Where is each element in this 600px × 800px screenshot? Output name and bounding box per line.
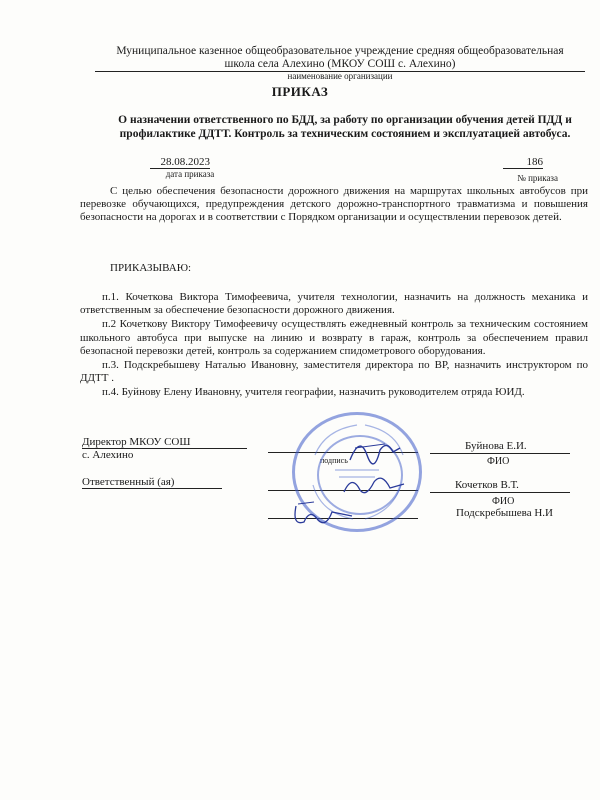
order-date: 28.08.2023 xyxy=(150,156,210,169)
order-items xyxy=(80,291,588,401)
responsible-name-line xyxy=(430,492,570,493)
organization-line-2: школа села Алехино (МКОУ СОШ с. Алехино) xyxy=(95,58,585,72)
order-item-3: п.3. Подскребышеву Наталью Ивановну, заместителя директора по ВР, назначить инструктором по ДДТТ . xyxy=(80,359,588,385)
order-item-1: п.1. Кочеткова Виктора Тимофеевича, учителя технологии, назначить на должность механика и ответственным за обеспечение безопасности дорожного движения. xyxy=(80,291,588,317)
preamble-paragraph: С целью обеспечения безопасности дорожного движения на маршрутах школьных автобусов при перевозке обучающихся, предупреждения детского дорожно-транспортного травматизма и повышения безопасности на дорогах и в соответствии с Порядком организации и осуществлении перевозок детей. xyxy=(80,185,588,224)
order-word: ПРИКАЗЫВАЮ: xyxy=(110,262,192,274)
director-name: Буйнова Е.И. xyxy=(465,440,527,452)
organization-line-1: Муниципальное казенное общеобразовательное учреждение средняя общеобразовательная xyxy=(116,45,564,57)
organization-caption: наименование организации xyxy=(287,71,393,81)
fio-caption-2: ФИО xyxy=(492,496,515,507)
document-title: ПРИКАЗ xyxy=(271,84,329,99)
order-date-caption: дата приказа xyxy=(165,169,215,179)
responsible-signature-2 xyxy=(290,498,360,533)
director-signature xyxy=(345,430,405,470)
director-name-line xyxy=(430,453,570,454)
fio-caption-1: ФИО xyxy=(487,456,510,467)
order-item-4: п.4. Буйнову Елену Ивановну, учителя географии, назначить руководителем отряда ЮИД. xyxy=(102,386,525,399)
responsible-name-1: Кочетков В.Т. xyxy=(455,479,519,491)
director-label-line-1: Директор МКОУ СОШ xyxy=(82,436,247,449)
organization-name xyxy=(95,45,585,72)
director-label-line-2: с. Алехино xyxy=(82,449,134,461)
document-subject: О назначении ответственного по БДД, за работу по организации обучения детей ПДД и профилактике ДДТТ. Контроль за техническим состоянием и эксплуатацией автобуса. xyxy=(118,114,572,140)
responsible-name-2: Подскребышева Н.И xyxy=(456,507,553,519)
signature-caption: подпись xyxy=(320,456,348,465)
order-item-2: п.2 Кочеткову Виктору Тимофеевичу осуществлять ежедневный контроль за техническим состоянием школьного автобуса при выпуске на линию и возврату в гараж, контроль за обеспечением правил безопасной перевозки детей, контроль за содержанием спидометрового оборудования. xyxy=(80,318,588,357)
order-number-caption: № приказа xyxy=(517,173,558,183)
director-label xyxy=(82,436,247,461)
order-number: 186 xyxy=(503,156,543,169)
responsible-signature-1 xyxy=(340,470,410,500)
responsible-label: Ответственный (ая) xyxy=(82,476,222,489)
